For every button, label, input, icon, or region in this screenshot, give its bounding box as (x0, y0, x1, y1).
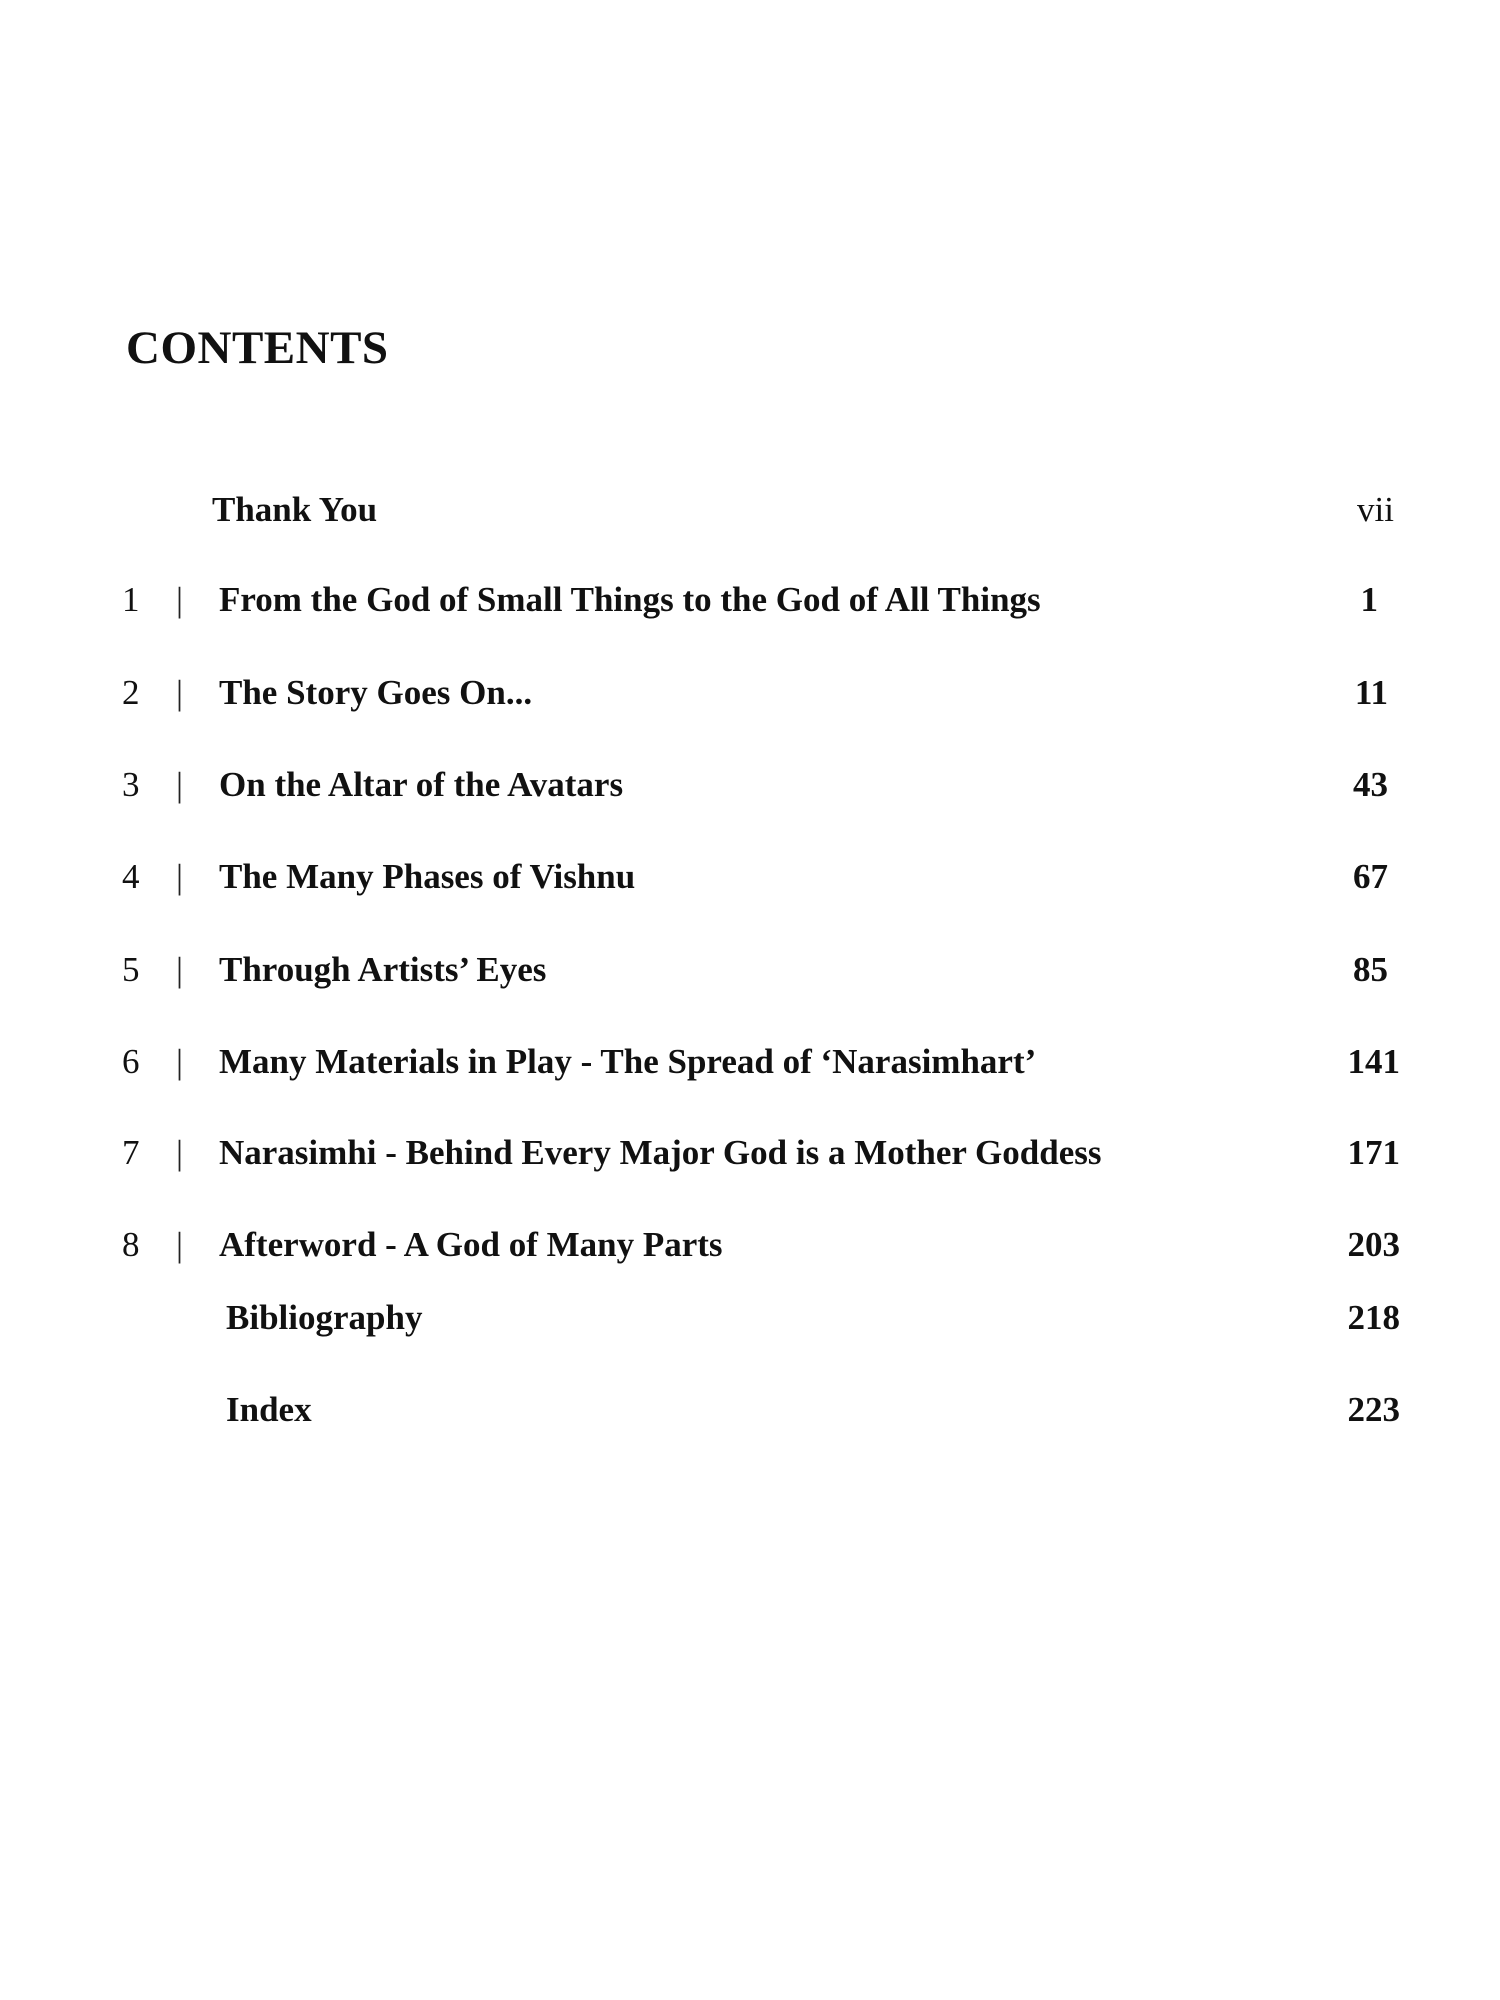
separator: | (176, 580, 184, 619)
chapter-number: 4 (122, 857, 140, 896)
toc-entry-chapter-8 (0, 1220, 1500, 1270)
toc-entry-page: 218 (1347, 1298, 1400, 1337)
separator: | (176, 673, 184, 712)
toc-entry-title: Through Artists’ Eyes (219, 950, 547, 989)
separator: | (176, 1133, 184, 1172)
toc-entry-title: Index (226, 1390, 312, 1429)
chapter-number: 2 (122, 673, 140, 712)
chapter-number: 8 (122, 1225, 140, 1264)
chapter-number: 1 (122, 580, 140, 619)
chapter-number: 5 (122, 950, 140, 989)
toc-entry-title: Narasimhi - Behind Every Major God is a Mother Goddess (219, 1133, 1102, 1172)
chapter-number: 6 (122, 1042, 140, 1081)
toc-entry-index (0, 1385, 1500, 1435)
toc-entry-page: 43 (1353, 765, 1388, 804)
page-title: CONTENTS (126, 322, 389, 374)
toc-entry-title: The Story Goes On... (219, 673, 533, 712)
toc-entry-chapter-4 (0, 852, 1500, 902)
toc-entry-title: Bibliography (226, 1298, 423, 1337)
toc-entry-page: 1 (1360, 580, 1378, 619)
toc-entry-chapter-5 (0, 945, 1500, 995)
separator: | (176, 765, 184, 804)
toc-entry-title: Thank You (212, 490, 378, 529)
toc-entry-chapter-1 (0, 575, 1500, 625)
toc-entry-page: 203 (1347, 1225, 1400, 1264)
toc-entry-chapter-2 (0, 668, 1500, 718)
toc-entry-chapter-7 (0, 1128, 1500, 1178)
toc-entry-page: 141 (1347, 1042, 1400, 1081)
toc-entry-page: 67 (1353, 857, 1388, 896)
toc-entry-title: On the Altar of the Avatars (219, 765, 624, 804)
toc-entry-thank-you (0, 485, 1500, 535)
toc-entry-title: The Many Phases of Vishnu (219, 857, 636, 896)
toc-entry-page: 11 (1354, 673, 1388, 712)
toc-entry-bibliography (0, 1293, 1500, 1343)
toc-entry-chapter-6 (0, 1037, 1500, 1087)
toc-entry-page: 171 (1347, 1133, 1400, 1172)
separator: | (176, 1225, 184, 1264)
toc-entry-page: 223 (1347, 1390, 1400, 1429)
chapter-number: 3 (122, 765, 140, 804)
toc-entry-title: Many Materials in Play - The Spread of ‘Narasimhart’ (219, 1042, 1037, 1081)
toc-entry-page: vii (1357, 490, 1394, 529)
separator: | (176, 950, 184, 989)
toc-entry-chapter-3 (0, 760, 1500, 810)
toc-entry-page: 85 (1353, 950, 1388, 989)
toc-entry-title: Afterword - A God of Many Parts (219, 1225, 723, 1264)
toc-entry-title: From the God of Small Things to the God of All Things (219, 580, 1041, 619)
separator: | (176, 1042, 184, 1081)
separator: | (176, 857, 184, 896)
chapter-number: 7 (122, 1133, 140, 1172)
